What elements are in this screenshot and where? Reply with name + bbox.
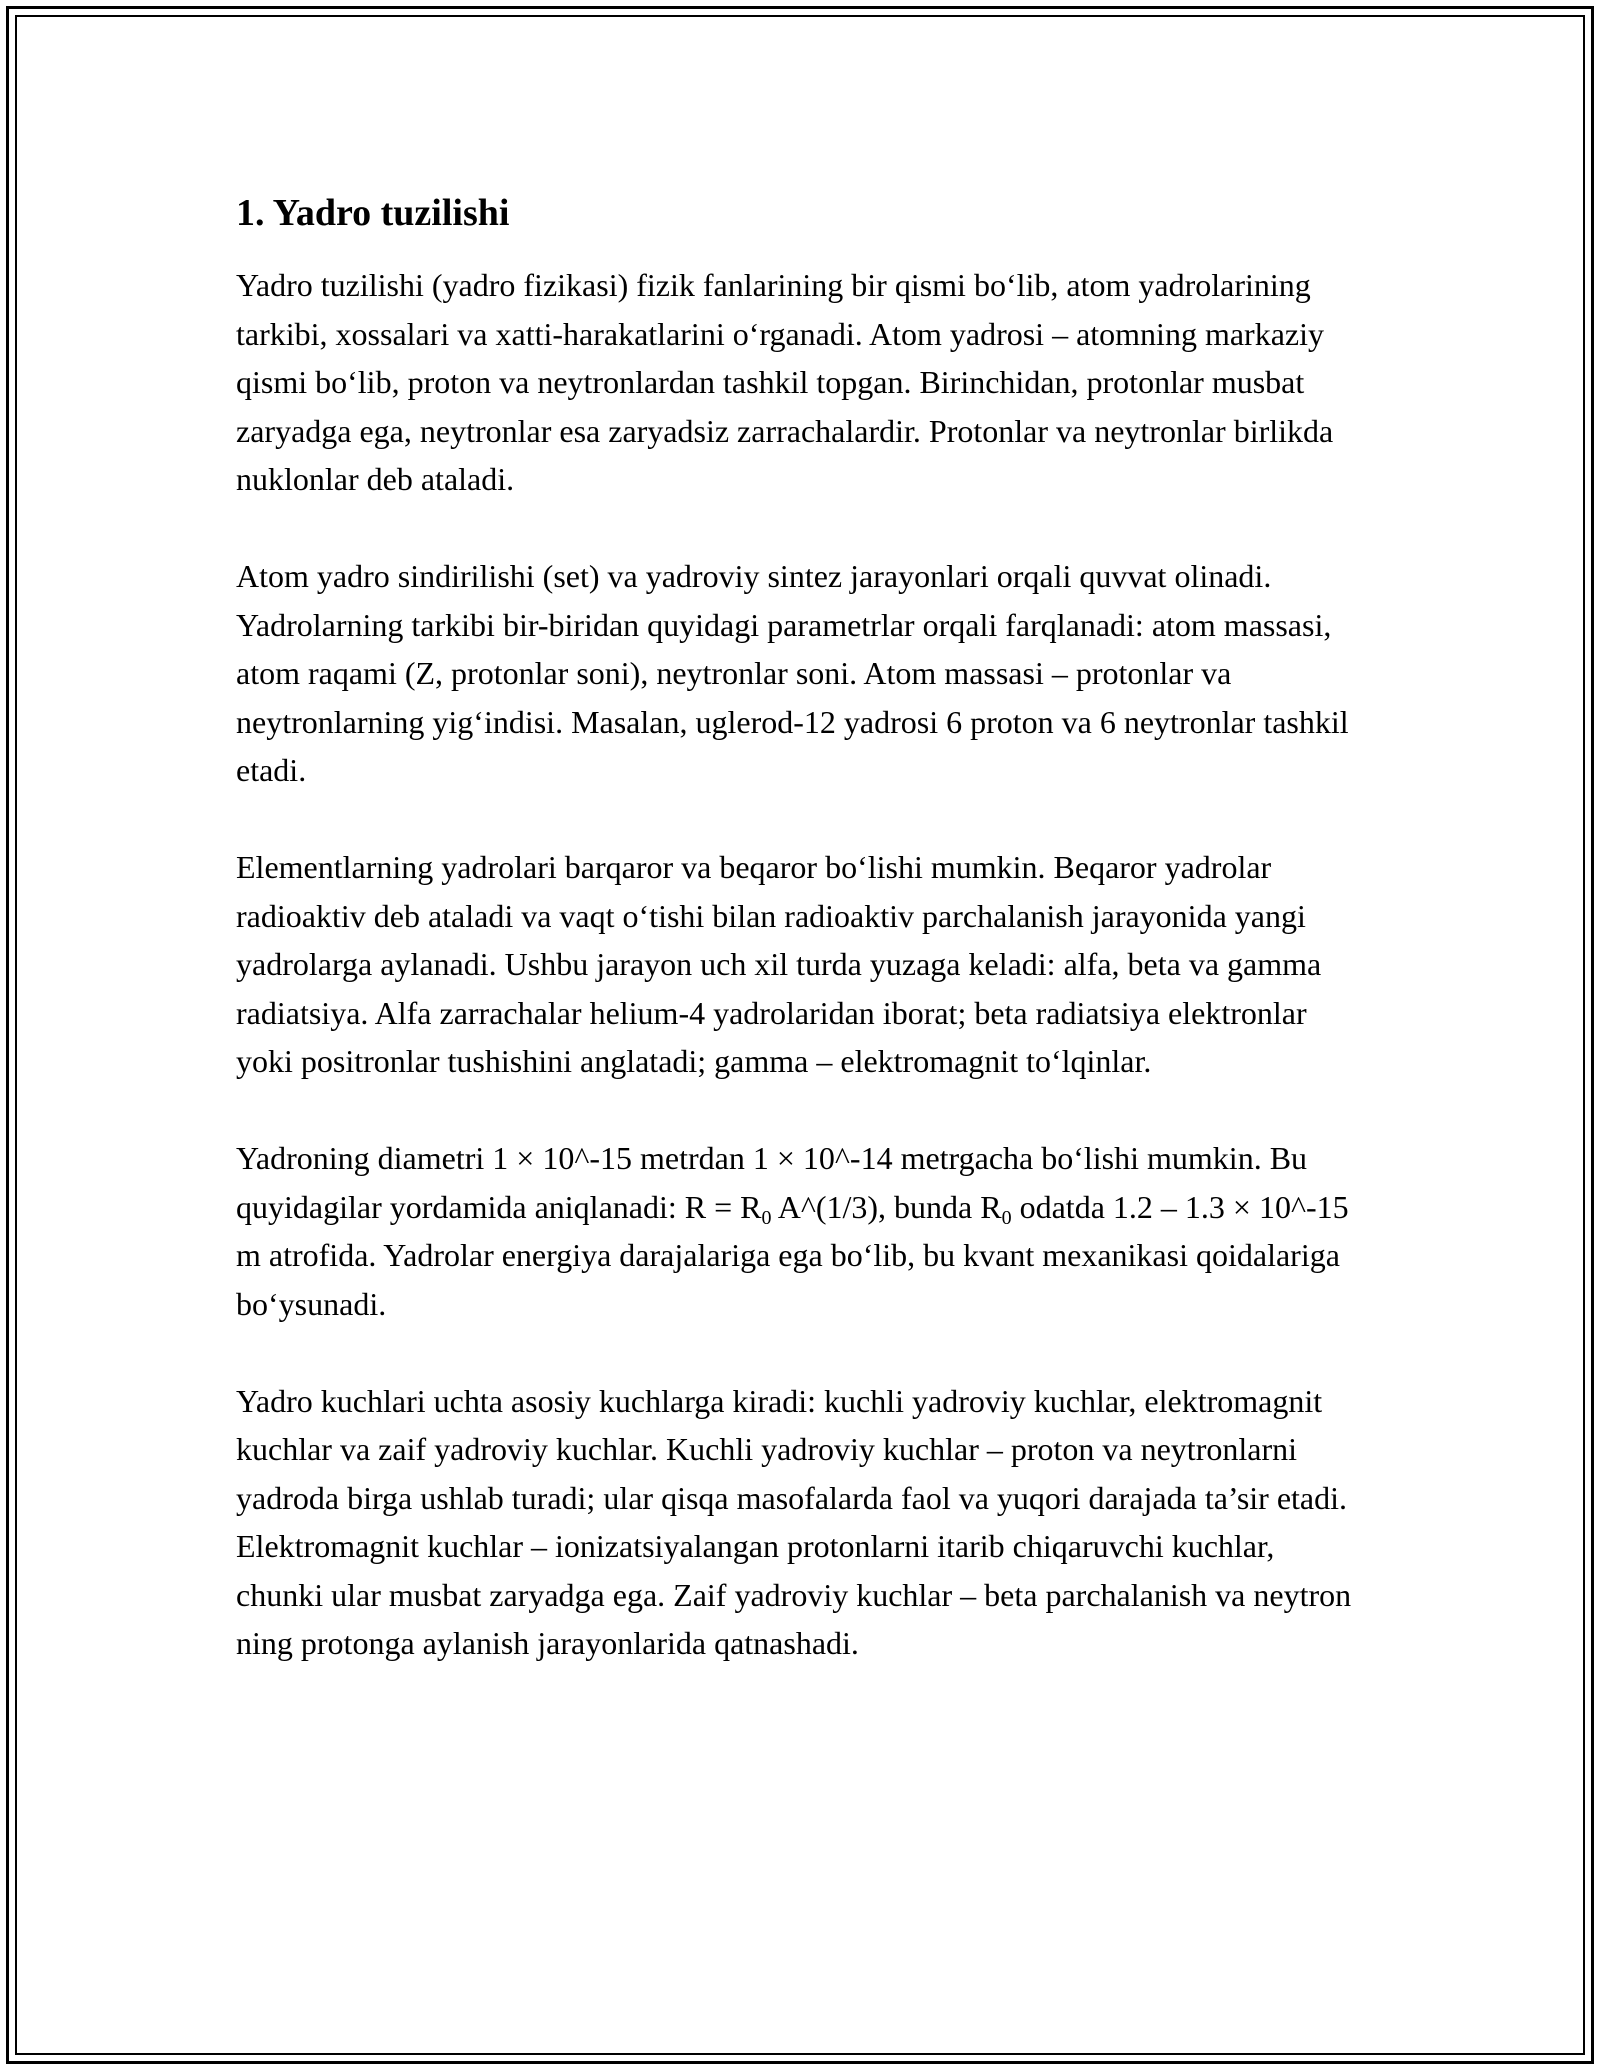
paragraph-radioactivity: Elementlarning yadrolari barqaror va beqaror bo‘lishi mumkin. Beqaror yadrolar radioaktiv deb ataladi va vaqt o‘tishi bilan radioaktiv parchalanish jarayonida yangi yadrolarga aylanadi. Ushbu jarayon uch xil turda yuzaga keladi: alfa, beta va gamma radiatsiya. Alfa zarrachalar helium-4 yadrolaridan iborat; beta radiatsiya elektronlar yoki positronlar tushishini anglatadi; gamma – elektromagnit to‘lqinlar. bbox=[236, 849, 1322, 1079]
paragraph-nuclear-composition: Atom yadro sindirilishi (set) va yadroviy sintez jarayonlari orqali quvvat olinadi. Yadrolarning tarkibi bir-biridan quyidagi parametrlar orqali farqlanadi: atom massasi, atom raqami (Z, protonlar soni), neytronlar soni. Atom massasi – protonlar va neytronlarning yig‘indisi. Masalan, uglerod-12 yadrosi 6 proton va 6 neytronlar tashkil etadi. bbox=[236, 558, 1349, 788]
paragraph-nucleus-structure: Yadro tuzilishi (yadro fizikasi) fizik fanlarining bir qismi bo‘lib, atom yadrolarining tarkibi, xossalari va xatti-harakatlarini o‘rganadi. Atom yadrosi – atomning markaziy qismi bo‘lib, proton va neytronlardan tashkil topgan. Birinchidan, protonlar musbat zaryadga ega, neytronlar esa zaryadsiz zarrachalardir. Protonlar va neytronlar birlikda nuklonlar deb ataladi. bbox=[236, 267, 1334, 497]
document-body bbox=[236, 185, 1366, 1716]
nucleus-size-text-1: Yadroning diametri 1 × 10^-15 metrdan 1 × 10^-14 metrgacha bo‘lishi mumkin. Bu quyidagilar yordamida aniqlanadi: R = R bbox=[236, 1140, 1308, 1225]
nucleus-size-text-3: odatda 1.2 – 1.3 × 10^-15 m atrofida. Yadrolar energiya darajalariga ega bo‘lib, bu kvant mexanikasi qoidalariga bo‘ysunadi. bbox=[236, 1188, 1349, 1322]
radius-subscript-2: 0 bbox=[1001, 1206, 1012, 1229]
paragraph-nuclear-forces: Yadro kuchlari uchta asosiy kuchlarga kiradi: kuchli yadroviy kuchlar, elektromagnit kuchlar va zaif yadroviy kuchlar. Kuchli yadroviy kuchlar – proton va neytronlarni yadroda birga ushlab turadi; ular qisqa masofalarda faol va yuqori darajada ta’sir etadi. Elektromagnit kuchlar – ionizatsiyalangan protonlarni itarib chiqaruvchi kuchlar, chunki ular musbat zaryadga ega. Zaif yadroviy kuchlar – beta parchalanish va neytron ning protonga aylanish jarayonlarida qatnashadi. bbox=[236, 1382, 1352, 1661]
paragraph-nucleus-size bbox=[236, 1134, 1366, 1328]
section-heading: 1. Yadro tuzilishi bbox=[236, 192, 510, 234]
nucleus-size-text-2: A^(1/3), bunda R bbox=[771, 1188, 1002, 1225]
radius-subscript-1: 0 bbox=[761, 1206, 772, 1229]
